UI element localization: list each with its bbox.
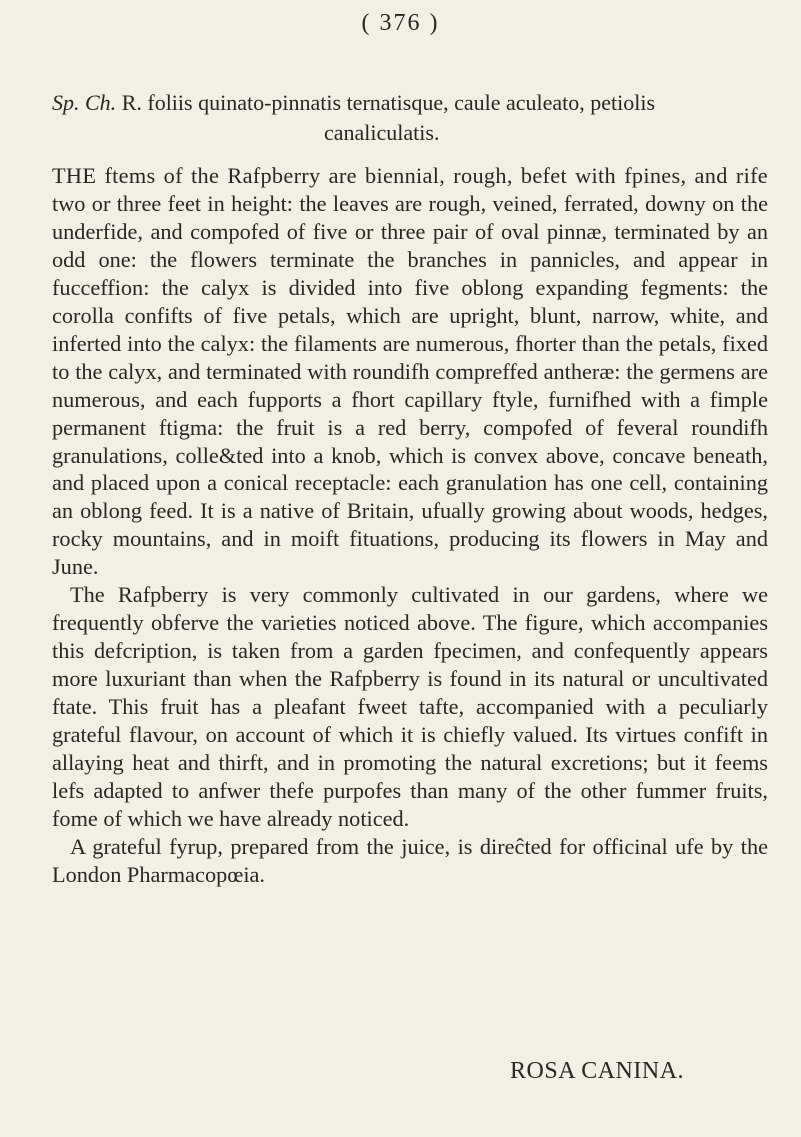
paragraph-syrup: A grateful fyrup, prepared from the juice, is direĉted for officinal ufe by the London Pharmacopœia.: [52, 833, 768, 887]
page-number: ( 376 ): [361, 10, 440, 36]
specific-character-text-line1: R. foliis quinato-pinnatis ternatisque, caule aculeato, petiolis: [121, 90, 656, 115]
specific-character: [52, 88, 764, 148]
catchword: ROSA CANINA.: [510, 1058, 685, 1084]
specific-character-label: Sp. Ch.: [52, 90, 117, 115]
specific-character-text-line2: canaliculatis.: [324, 120, 440, 145]
body-text: [52, 162, 768, 889]
paragraph-cultivation: The Rafpberry is very commonly cultivated in our gardens, where we frequently obferve the varieties noticed above. The figure, which accompanies this defcription, is taken from a garden fpecimen, and confequently appears more luxuriant than when the Rafpberry is found in its natural or uncultivated ftate. This fruit has a pleafant fweet tafte, accompanied with a peculiarly grateful flavour, on account of which it is chiefly valued. Its virtues confift in allaying heat and thirft, and in promoting the natural excretions; but it feems lefs adapted to anfwer thefe purpofes than many of the other fummer fruits, fome of which we have already noticed.: [52, 582, 768, 831]
paragraph-description: THE ftems of the Rafpberry are biennial, rough, befet with fpines, and rife two or three feet in height: the leaves are rough, veined, ferrated, downy on the underfide, and compofed of five or three pair of oval pinnæ, terminated by an odd one: the flowers terminate the branches in pannicles, and appear in fucceffion: the calyx is divided into five oblong expanding fegments: the corolla confifts of five petals, which are upright, blunt, narrow, white, and inferted into the calyx: the filaments are numerous, fhorter than the petals, fixed to the calyx, and terminated with roundifh compreffed antheræ: the germens are numerous, and each fupports a fhort capillary ftyle, furnifhed with a fimple permanent ftigma: the fruit is a red berry, compofed of feveral roundifh granulations, colle&ted into a knob, which is convex above, concave beneath, and placed upon a conical receptacle: each granulation has one cell, containing an oblong feed. It is a native of Britain, ufually growing about woods, hedges, rocky mountains, and in moift fituations, producing its flowers in May and June.: [52, 163, 768, 580]
